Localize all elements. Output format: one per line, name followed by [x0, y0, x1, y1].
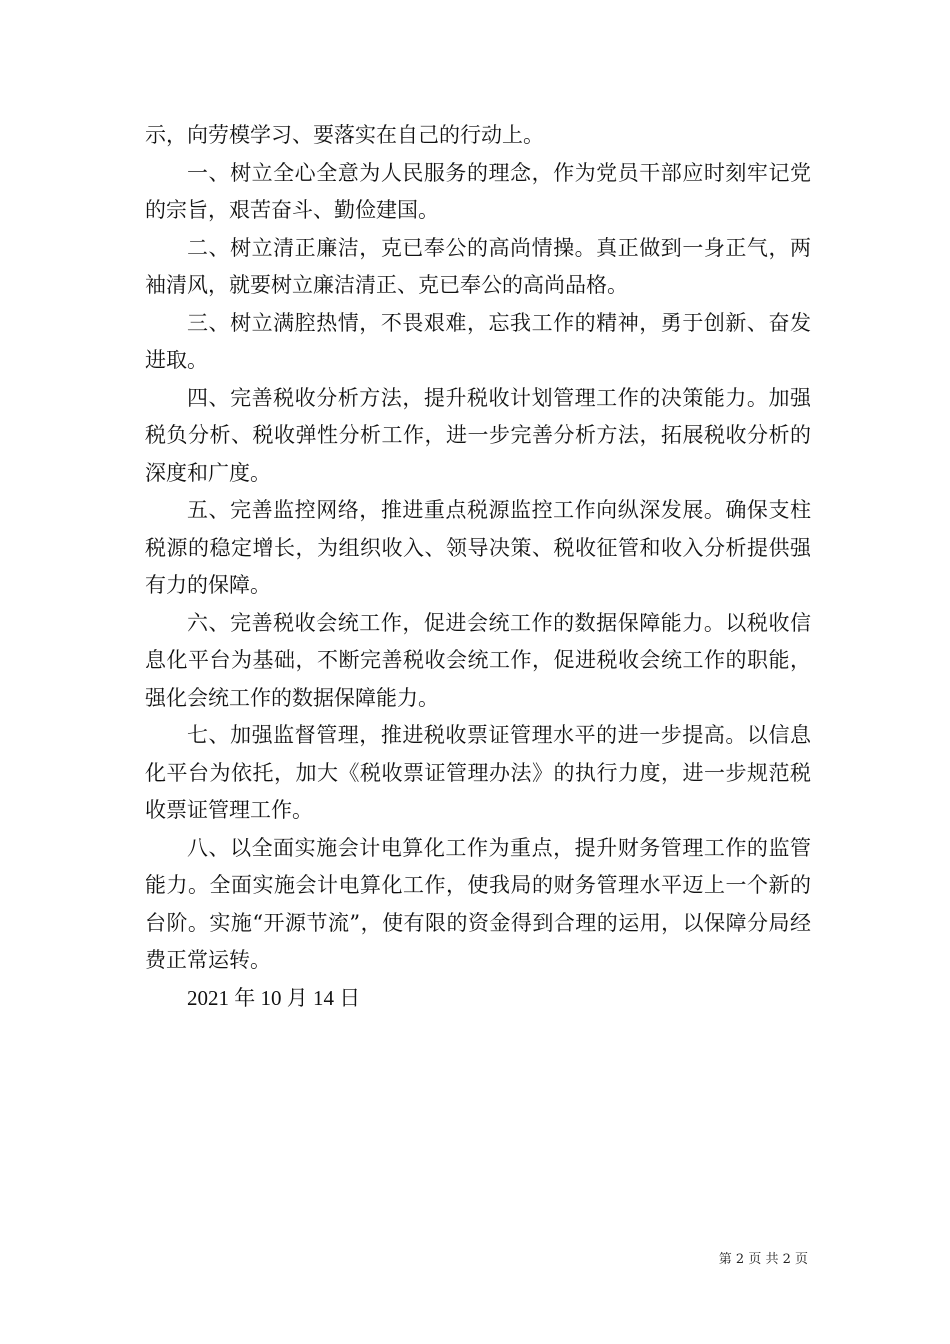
paragraph-8: 八、以全面实施会计电算化工作为重点，提升财务管理工作的监管能力。全面实施会计电算化工作，使我局的财务管理水平迈上一个新的台阶。实施“开源节流”，使有限的资金得到合理的运用，以保障分局经费正常运转。 — [145, 835, 811, 972]
document-date: 2021 年 10 月 14 日 — [187, 985, 361, 1010]
paragraph-7: 七、加强监督管理，推进税收票证管理水平的进一步提高。以信息化平台为依托，加大《税收票证管理办法》的执行力度，进一步规范税收票证管理工作。 — [145, 723, 811, 822]
document-body — [145, 117, 811, 1017]
page-number-footer: 第 2 页 共 2 页 — [718, 1252, 808, 1267]
paragraph-6: 六、完善税收会统工作，促进会统工作的数据保障能力。以税收信息化平台为基础，不断完善税收会统工作，促进税收会统工作的职能，强化会统工作的数据保障能力。 — [145, 610, 811, 710]
paragraph-1: 一、树立全心全意为人民服务的理念，作为党员干部应时刻牢记党的宗旨，艰苦奋斗、勤俭建国。 — [145, 160, 811, 222]
continuation-paragraph: 示，向劳模学习、要落实在自己的行动上。 — [145, 123, 544, 147]
paragraph-4: 四、完善税收分析方法，提升税收计划管理工作的决策能力。加强税负分析、税收弹性分析工作，进一步完善分析方法，拓展税收分析的深度和广度。 — [145, 385, 811, 485]
paragraph-3: 三、树立满腔热情，不畏艰难，忘我工作的精神，勇于创新、奋发进取。 — [145, 310, 811, 372]
paragraph-2: 二、树立清正廉洁，克已奉公的高尚情操。真正做到一身正气，两袖清风，就要树立廉洁清正、克已奉公的高尚品格。 — [145, 235, 811, 297]
paragraph-5: 五、完善监控网络，推进重点税源监控工作向纵深发展。确保支柱税源的稳定增长，为组织收入、领导决策、税收征管和收入分析提供强有力的保障。 — [145, 498, 811, 597]
